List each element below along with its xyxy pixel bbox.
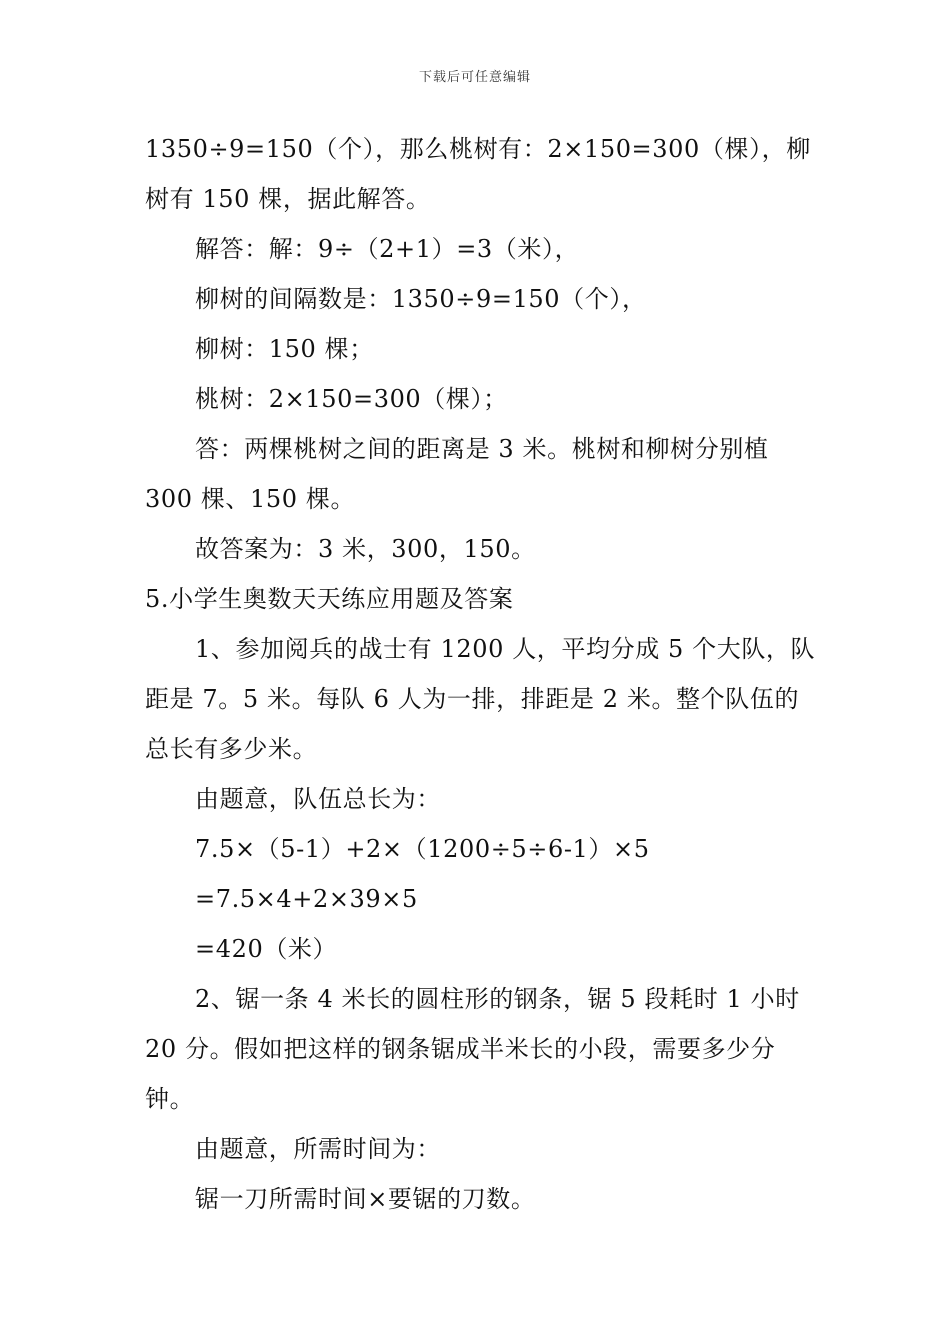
text-line: 桃树：2×150=300（棵）；	[195, 385, 508, 413]
text-line: 20 分。假如把这样的钢条锯成半米长的小段，需要多少分	[145, 1035, 776, 1063]
text-line: 总长有多少米。	[145, 735, 318, 763]
text-line: 解答：解：9÷（2+1）=3（米），	[195, 235, 580, 263]
text-line: 答：两棵桃树之间的距离是 3 米。桃树和柳树分别植	[195, 435, 769, 463]
text-line: 2、锯一条 4 米长的圆柱形的钢条，锯 5 段耗时 1 小时	[195, 985, 800, 1013]
text-line: 故答案为：3 米，300，150。	[195, 535, 536, 563]
text-line: 由题意，所需时间为：	[195, 1135, 441, 1163]
text-line: 锯一刀所需时间×要锯的刀数。	[195, 1185, 536, 1213]
text-line: 树有 150 棵，据此解答。	[145, 185, 431, 213]
text-line: 1、参加阅兵的战士有 1200 人，平均分成 5 个大队，队	[195, 635, 816, 663]
section-heading: 5.小学生奥数天天练应用题及答案	[145, 585, 514, 613]
text-line: 1350÷9=150（个），那么桃树有：2×150=300（棵），柳	[145, 135, 811, 163]
text-line: 钟。	[145, 1085, 195, 1113]
text-line: 300 棵、150 棵。	[145, 485, 356, 513]
formula-line: 7.5×（5-1）+2×（1200÷5÷6-1）×5	[195, 835, 650, 863]
text-line: 距是 7。5 米。每队 6 人为一排，排距是 2 米。整个队伍的	[145, 685, 800, 713]
text-line: 柳树：150 棵；	[195, 335, 374, 363]
page-header: 下载后可任意编辑	[418, 70, 531, 85]
text-line: 由题意，队伍总长为：	[195, 785, 441, 813]
formula-line: =420（米）	[195, 935, 338, 963]
formula-line: =7.5×4+2×39×5	[195, 885, 418, 913]
text-line: 柳树的间隔数是：1350÷9=150（个），	[195, 285, 647, 313]
